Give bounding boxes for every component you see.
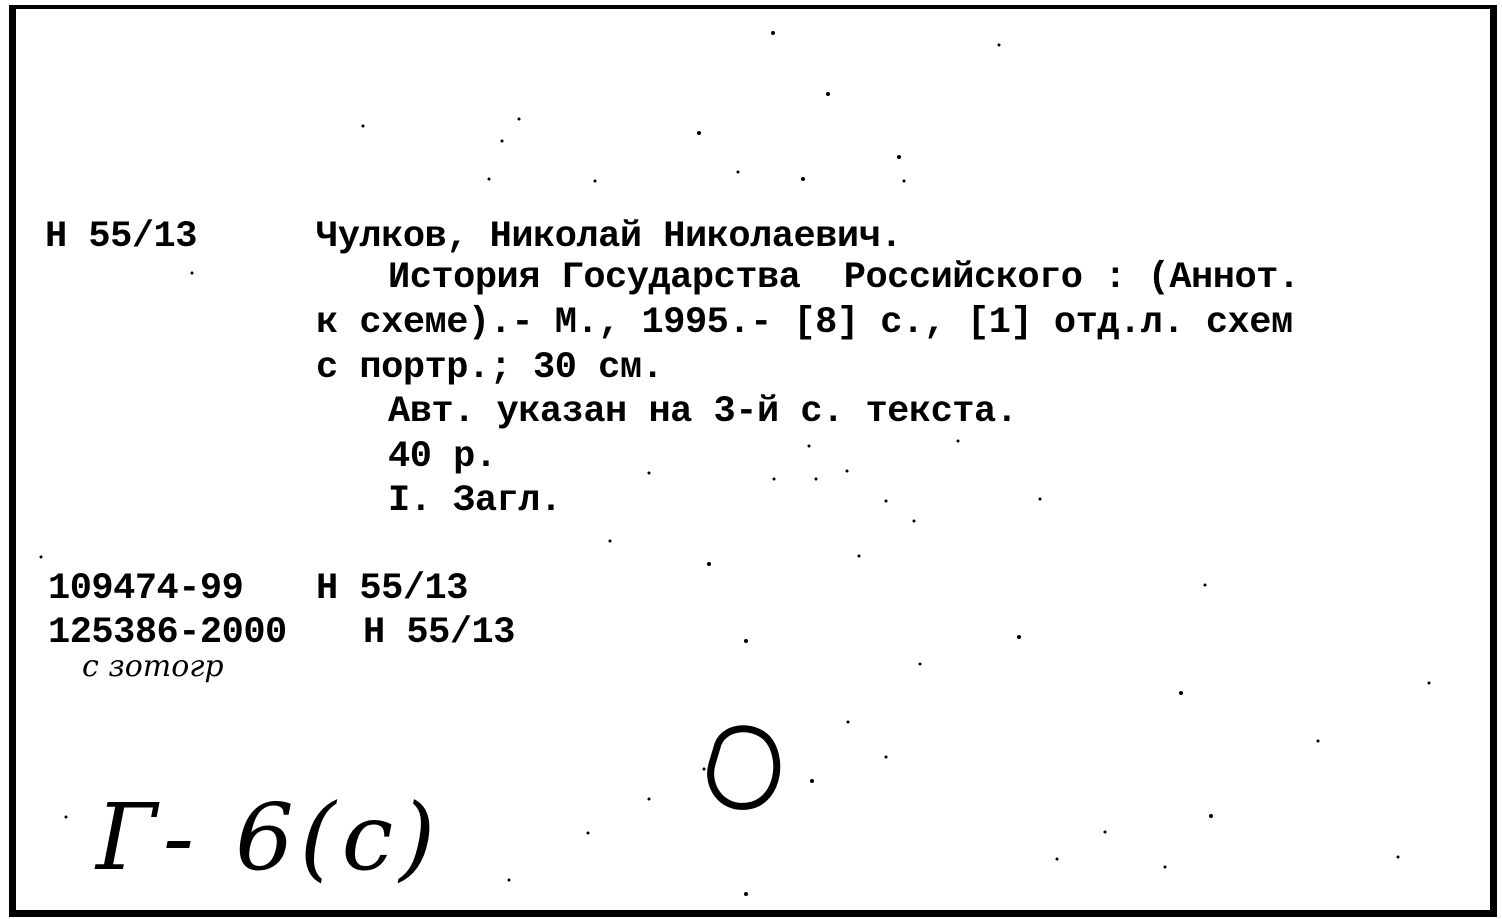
holding-accession: 109474-99 [48, 568, 244, 610]
author-heading: Чулков, Николай Николаевич. [316, 216, 902, 258]
author-note: Авт. указан на 3-й с. текста. [388, 391, 1018, 433]
title-tracing: I. Загл. [388, 480, 562, 522]
title-line-1: История Государства Российского : (Аннот. [388, 257, 1300, 299]
paper-specks [16, 9, 1490, 910]
handwritten-shelf-mark: Г- 6(с) [96, 784, 442, 891]
holding-shelf: Н 55/13 [316, 568, 468, 610]
holding-shelf: Н 55/13 [363, 612, 515, 654]
price: 40 р. [388, 436, 497, 478]
call-number: Н 55/13 [45, 216, 197, 258]
holding-accession: 125386-2000 [48, 612, 287, 654]
title-line-3: с портр.; 30 см. [316, 347, 664, 389]
catalog-card [9, 5, 1497, 917]
title-line-2: к схеме).- М., 1995.- [8] с., [1] отд.л. схем [316, 302, 1293, 344]
handwritten-note: с зотогр [82, 649, 224, 684]
